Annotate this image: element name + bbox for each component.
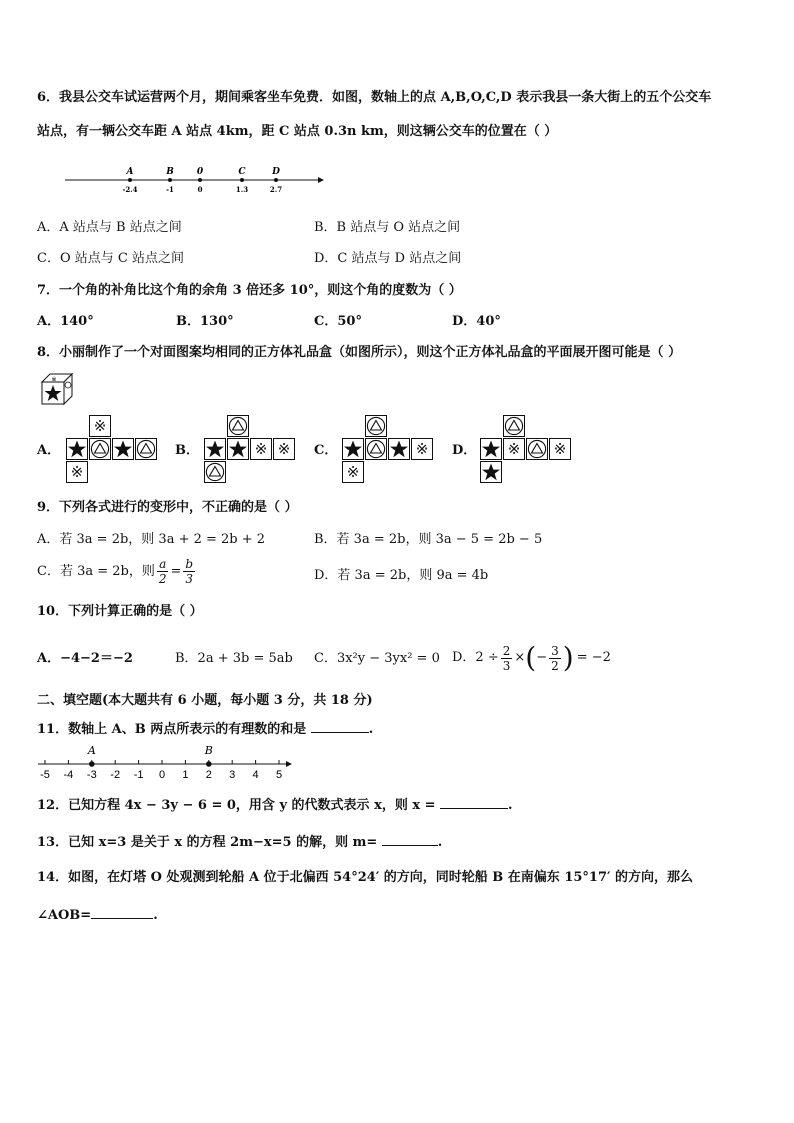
q10-option-d-suffix: = −2 bbox=[576, 650, 611, 666]
q11-tick-label: 0 bbox=[158, 769, 166, 781]
gift-box-cube-icon bbox=[40, 372, 74, 406]
svg-text:※: ※ bbox=[70, 463, 84, 481]
denominator: 3 bbox=[185, 572, 194, 586]
q6-point-letter: A bbox=[126, 167, 134, 177]
reference-mark-icon bbox=[250, 438, 272, 460]
circled-triangle-icon bbox=[526, 438, 548, 460]
q6-point-value: -1 bbox=[166, 185, 174, 194]
answer-blank[interactable] bbox=[440, 796, 508, 809]
q6-point-letter: 0 bbox=[196, 167, 204, 177]
numerator: 3 bbox=[551, 643, 559, 658]
q6-point bbox=[128, 178, 132, 182]
q6-point-value: 0 bbox=[197, 185, 203, 194]
circled-triangle-icon bbox=[365, 438, 387, 460]
star-icon bbox=[480, 438, 502, 460]
circled-triangle-icon bbox=[365, 415, 387, 437]
q6-line2: 站点，有一辆公交车距 A 站点 4km，距 C 站点 0.3n km，则这辆公交车的位置在（ ） bbox=[37, 124, 558, 139]
reference-mark-icon bbox=[342, 461, 364, 483]
q6-option-b[interactable]: B．B 站点与 O 站点之间 bbox=[314, 220, 461, 235]
q11-tick-label: -5 bbox=[40, 769, 50, 781]
q11-tick-label: -2 bbox=[110, 769, 121, 781]
star-icon bbox=[388, 438, 410, 460]
star-icon bbox=[227, 438, 249, 460]
reference-mark-icon bbox=[411, 438, 433, 460]
fraction-2-over-3 bbox=[501, 645, 513, 672]
fraction-a-over-2 bbox=[157, 558, 169, 585]
q6-point bbox=[198, 178, 202, 182]
q11-tick-label: 2 bbox=[205, 769, 212, 781]
q7-question: 7．一个角的补角比这个角的余角 3 倍还多 10°，则这个角的度数为（ ） bbox=[37, 283, 462, 298]
star-icon bbox=[204, 438, 226, 460]
q10-option-d-prefix: D．2 ÷ bbox=[452, 650, 499, 666]
svg-text:※: ※ bbox=[346, 463, 360, 481]
reference-mark-icon bbox=[503, 438, 525, 460]
q6-point-letter: C bbox=[238, 167, 246, 177]
section-2-heading: 二、填空题(本大题共有 6 小题，每小题 3 分，共 18 分) bbox=[37, 693, 373, 708]
q13-text: 13．已知 x=3 是关于 x 的方程 2m−x=5 的解，则 m= bbox=[37, 835, 378, 850]
q6-point-letter: D bbox=[272, 167, 280, 177]
reference-mark-icon bbox=[89, 415, 111, 437]
minus-sign: − bbox=[536, 650, 548, 666]
fraction-3-over-2 bbox=[549, 645, 561, 672]
q11-point-label: B bbox=[204, 744, 213, 757]
q13-question bbox=[37, 833, 442, 851]
svg-text:※: ※ bbox=[415, 440, 429, 458]
answer-blank[interactable] bbox=[91, 906, 153, 919]
period: . bbox=[508, 798, 513, 813]
q6-option-c[interactable]: C．O 站点与 C 站点之间 bbox=[37, 251, 184, 266]
star-icon bbox=[342, 438, 364, 460]
reference-mark-icon bbox=[549, 438, 571, 460]
q7-option-d[interactable]: D．40° bbox=[452, 314, 501, 329]
q12-question bbox=[37, 796, 513, 814]
q11-tick-label: -3 bbox=[86, 769, 97, 781]
times-sign: × bbox=[514, 650, 526, 666]
circled-triangle-icon bbox=[89, 438, 111, 460]
star-icon bbox=[480, 461, 502, 483]
period: . bbox=[437, 835, 443, 850]
q11-text: 11．数轴上 A、B 两点所表示的有理数的和是 bbox=[37, 722, 307, 737]
q10-option-b[interactable]: B．2a + 3b = 5ab bbox=[175, 651, 293, 666]
answer-blank[interactable] bbox=[382, 833, 438, 846]
q10-option-d[interactable] bbox=[452, 636, 611, 680]
q11-tick-label: 4 bbox=[252, 769, 259, 781]
q6-line1: 6．我县公交车试运营两个月，期间乘客坐车免费．如图，数轴上的点 A,B,O,C,D 表示我县一条大街上的五个公交车 bbox=[37, 90, 712, 105]
q8-option-d-label[interactable]: D． bbox=[452, 443, 477, 458]
q6-point bbox=[168, 178, 172, 182]
q6-number-line bbox=[60, 160, 330, 200]
reference-mark-icon bbox=[66, 461, 88, 483]
q11-tick-label: 3 bbox=[229, 769, 236, 781]
numerator: 2 bbox=[502, 643, 511, 658]
q7-option-c[interactable]: C．50° bbox=[314, 314, 362, 329]
period: . bbox=[153, 908, 158, 923]
q6-option-d[interactable]: D．C 站点与 D 站点之间 bbox=[314, 251, 462, 266]
right-paren: ) bbox=[562, 641, 574, 674]
numerator: b bbox=[185, 557, 194, 571]
period: . bbox=[368, 722, 374, 737]
q10-option-c[interactable]: C．3x²y − 3yx² = 0 bbox=[314, 651, 440, 666]
q9-option-d[interactable]: D．若 3a = 2b，则 9a = 4b bbox=[314, 568, 489, 583]
left-paren: ( bbox=[525, 641, 537, 674]
numerator: a bbox=[159, 557, 167, 571]
q9-option-c[interactable] bbox=[37, 558, 197, 585]
q12-text: 12．已知方程 4x − 3y − 6 = 0，用含 y 的代数式表示 x，则 x = bbox=[37, 798, 436, 813]
answer-blank[interactable] bbox=[311, 720, 369, 733]
q11-point bbox=[89, 761, 95, 767]
svg-text:※: ※ bbox=[553, 440, 567, 458]
svg-text:※: ※ bbox=[254, 440, 268, 458]
q6-point-letter: B bbox=[166, 167, 174, 177]
q14-line2 bbox=[37, 906, 158, 924]
q6-point-value: 1.3 bbox=[235, 185, 249, 194]
svg-text:※: ※ bbox=[51, 376, 57, 383]
q9-option-b[interactable]: B．若 3a = 2b，则 3a − 5 = 2b − 5 bbox=[314, 532, 543, 547]
q11-point bbox=[206, 761, 212, 767]
q9-question: 9．下列各式进行的变形中，不正确的是（ ） bbox=[37, 500, 298, 515]
circled-triangle-icon bbox=[135, 438, 157, 460]
q11-tick-label: 1 bbox=[182, 769, 189, 781]
q11-number-line bbox=[34, 742, 296, 784]
circled-triangle-icon bbox=[227, 415, 249, 437]
star-icon bbox=[112, 438, 134, 460]
q7-option-a[interactable]: A．140° bbox=[37, 314, 94, 329]
q6-point bbox=[274, 178, 278, 182]
circled-triangle-icon bbox=[503, 415, 525, 437]
q14-line1: 14．如图，在灯塔 O 处观测到轮船 A 位于北偏西 54°24′ 的方向，同时轮船 B 在南偏东 15°17′ 的方向，那么 bbox=[37, 870, 693, 885]
q8-option-b-label[interactable]: B． bbox=[175, 443, 199, 458]
q11-point-label: A bbox=[87, 744, 96, 757]
svg-text:※: ※ bbox=[507, 440, 521, 458]
q10-question: 10．下列计算正确的是（ ） bbox=[37, 604, 203, 619]
q8-option-a-label[interactable]: A． bbox=[37, 443, 61, 458]
q8-question: 8．小丽制作了一个对面图案均相同的正方体礼品盒（如图所示），则这个正方体礼品盒的平面展开图可能是（ ） bbox=[37, 345, 682, 360]
q11-question bbox=[37, 720, 373, 738]
circled-triangle-icon bbox=[204, 461, 226, 483]
reference-mark-icon bbox=[273, 438, 295, 460]
q10-option-a[interactable]: A．−4−2＝−2 bbox=[37, 651, 133, 666]
q8-option-c-label[interactable]: C． bbox=[314, 443, 338, 458]
denominator: 2 bbox=[551, 658, 559, 673]
q7-option-b[interactable]: B．130° bbox=[176, 314, 234, 329]
equals-sign: = bbox=[170, 563, 182, 579]
q11-tick-label: 5 bbox=[275, 769, 283, 781]
q11-tick-label: -1 bbox=[133, 769, 144, 781]
q9-option-c-prefix: C．若 3a = 2b，则 bbox=[37, 563, 155, 579]
q9-option-a[interactable]: A．若 3a = 2b，则 3a + 2 = 2b + 2 bbox=[37, 532, 266, 547]
q6-point bbox=[240, 178, 244, 182]
q6-point-value: 2.7 bbox=[269, 185, 283, 194]
q6-point-value: -2.4 bbox=[122, 185, 138, 194]
star-icon bbox=[66, 438, 88, 460]
denominator: 2 bbox=[158, 572, 167, 586]
q11-tick-label: -4 bbox=[63, 769, 74, 781]
angle-aob-label: ∠AOB= bbox=[37, 908, 92, 923]
fraction-b-over-3 bbox=[183, 558, 195, 585]
denominator: 3 bbox=[502, 658, 511, 673]
q6-option-a[interactable]: A．A 站点与 B 站点之间 bbox=[37, 220, 182, 235]
svg-text:※: ※ bbox=[277, 440, 291, 458]
svg-text:※: ※ bbox=[93, 417, 107, 435]
